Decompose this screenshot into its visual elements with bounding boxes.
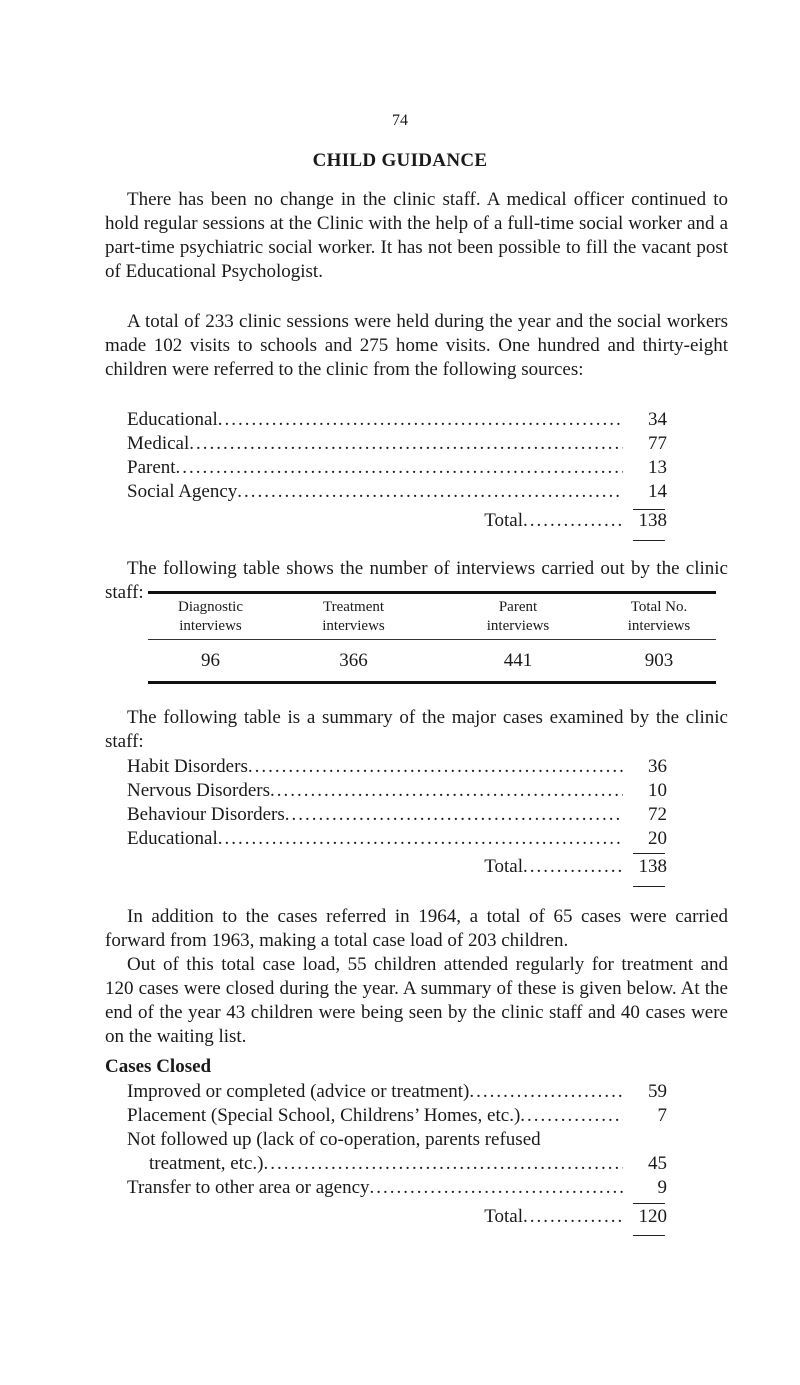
list-item: Nervous Disorders ..... 10 — [127, 779, 667, 803]
total-rule-bottom — [633, 540, 665, 541]
table-rule-top — [148, 591, 716, 594]
total-rule-bottom — [633, 886, 665, 887]
interviews-table-row — [148, 650, 716, 672]
cases-closed-heading: Cases Closed — [105, 1056, 212, 1077]
header-treatment: Treatment interviews — [322, 599, 385, 634]
list-item: Transfer to other area or agency ..... 9 — [127, 1176, 667, 1200]
list-item: Improved or completed (advice or treatment) ..... 59 — [127, 1080, 667, 1104]
paragraph-interviews: The following table shows the number of interviews carried out by the clinic staff: — [105, 558, 728, 603]
header-parent: Parent interviews — [486, 599, 550, 634]
list-item: Parent ..... 13 — [127, 456, 667, 480]
paragraph-closed: Out of this total case load, 55 children attended regularly for treatment and 120 cases were closed during the year. A summary of these is given below. At the end of the year 43 children were being seen by the clinic staff and 40 cases were on the waiting list. — [105, 954, 728, 1047]
page-title: CHILD GUIDANCE — [312, 150, 488, 171]
sources-list — [127, 408, 667, 504]
value-diagnostic: 96 — [201, 650, 220, 671]
list-item: Not followed up (lack of co-operation, parents refused — [127, 1129, 541, 1150]
total-rule-top — [633, 853, 665, 854]
list-item: Placement (Special School, Childrens’ Homes, etc.) ..... 7 — [127, 1104, 667, 1128]
table-rule-bottom — [148, 681, 716, 684]
list-item: treatment, etc.) ..... 45 — [127, 1152, 667, 1176]
list-item: Habit Disorders ..... 36 — [127, 755, 667, 779]
list-item: Medical ..... 77 — [127, 432, 667, 456]
value-parent: 441 — [503, 650, 533, 671]
cases-closed-list — [127, 1080, 667, 1200]
total-rule-bottom — [633, 1235, 665, 1236]
sources-total — [127, 509, 667, 533]
interviews-table-header — [148, 598, 716, 636]
total-rule-top — [633, 1203, 665, 1204]
paragraph-sessions: A total of 233 clinic sessions were held during the year and the social workers made 102 visits to schools and 275 home visits. One hundred and thirty-eight children were referred to the clinic from the following sources: — [105, 311, 728, 380]
list-item: Educational ..... 34 — [127, 408, 667, 432]
page-number: 74 — [392, 112, 408, 129]
value-treatment: 366 — [339, 650, 368, 671]
table-rule-middle — [148, 639, 716, 640]
value-total: 903 — [644, 650, 674, 671]
list-item: Behaviour Disorders ..... 72 — [127, 803, 667, 827]
list-item: Social Agency ..... 14 — [127, 480, 667, 504]
paragraph-caseload: In addition to the cases referred in 1964, a total of 65 cases were carried forward from 1963, making a total case load of 203 children. — [105, 906, 728, 951]
header-diagnostic: Diagnostic interviews — [178, 599, 243, 634]
paragraph-staff: There has been no change in the clinic staff. A medical officer continued to hold regular sessions at the Clinic with the help of a full-time social worker and a part-time psychiatric social worker. It has not been possible to fill the vacant post of Educational Psychologist. — [105, 189, 728, 282]
cases-closed-total — [127, 1205, 667, 1229]
total-row: Total ..... 138 — [127, 855, 667, 879]
total-row: Total ..... 120 — [127, 1205, 667, 1229]
cases-total — [127, 855, 667, 879]
cases-examined-list — [127, 755, 667, 851]
header-total: Total No. interviews — [627, 599, 691, 634]
paragraph-summary: The following table is a summary of the major cases examined by the clinic staff: — [105, 707, 728, 752]
list-item: Educational ..... 20 — [127, 827, 667, 851]
total-row: Total ..... 138 — [127, 509, 667, 533]
